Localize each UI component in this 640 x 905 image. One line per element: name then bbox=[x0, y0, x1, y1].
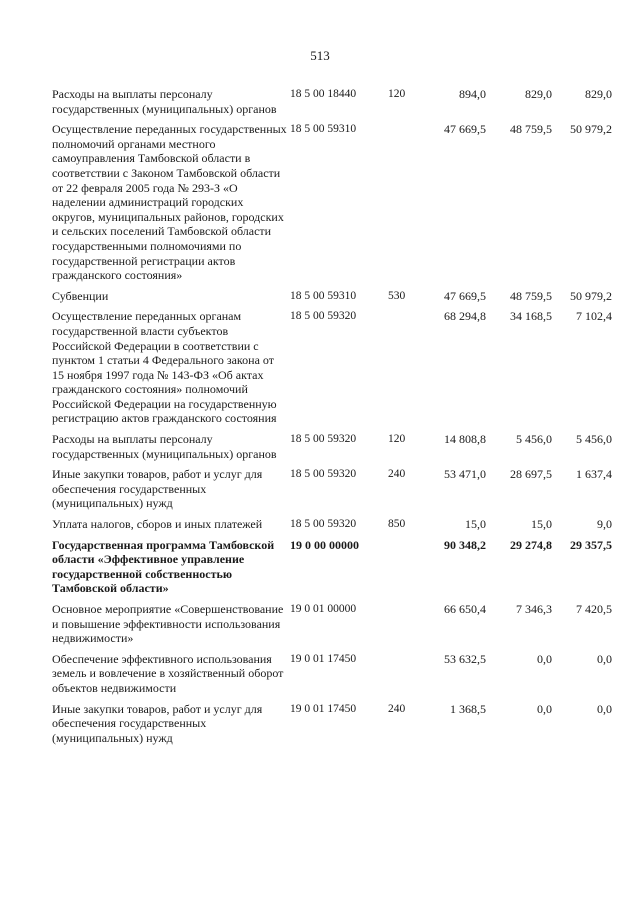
row-code: 18 5 00 59320 bbox=[290, 310, 357, 323]
row-value-3: 7 420,5 bbox=[576, 602, 612, 616]
row-expense-type bbox=[388, 538, 412, 602]
row-expense-type bbox=[388, 309, 412, 432]
row-code: 18 5 00 59310 bbox=[290, 289, 357, 302]
row-value-2: 7 346,3 bbox=[516, 602, 552, 616]
row-value-2: 29 274,8 bbox=[510, 537, 552, 552]
row-expense-type bbox=[388, 602, 412, 652]
row-value-1: 15,0 bbox=[465, 517, 486, 532]
row-value-3: 9,0 bbox=[597, 517, 612, 532]
row-value-2: 0,0 bbox=[537, 651, 552, 666]
row-value-2: 5 456,0 bbox=[516, 432, 552, 447]
row-value-3: 829,0 bbox=[585, 87, 612, 101]
row-code: 18 5 00 59320 bbox=[290, 468, 357, 481]
budget-table bbox=[52, 87, 612, 751]
row-name: Обеспечение эффективного использования земель и вовлечение в хозяйственный оборот объектов недвижимости bbox=[52, 651, 284, 695]
row-code: 18 5 00 18440 bbox=[290, 88, 357, 100]
row-name: Основное мероприятие «Совершенствование и повышение эффективности использования недвижимости» bbox=[52, 602, 284, 646]
table-row bbox=[52, 652, 612, 702]
row-expense-type bbox=[388, 652, 412, 702]
row-value-2: 829,0 bbox=[525, 87, 552, 101]
row-code: 18 5 00 59320 bbox=[290, 433, 357, 446]
row-expense-type: 850 bbox=[388, 518, 406, 531]
row-value-3: 1 637,4 bbox=[576, 467, 612, 482]
row-code: 19 0 01 17450 bbox=[290, 702, 357, 715]
row-code: 19 0 01 17450 bbox=[290, 652, 357, 665]
row-value-3: 0,0 bbox=[597, 701, 612, 716]
row-value-2: 34 168,5 bbox=[510, 309, 552, 324]
table-row bbox=[52, 289, 612, 310]
row-value-3: 7 102,4 bbox=[576, 309, 612, 324]
row-value-2: 48 759,5 bbox=[510, 288, 552, 303]
table-row bbox=[52, 309, 612, 432]
row-name: Уплата налогов, сборов и иных платежей bbox=[52, 517, 263, 532]
row-code: 18 5 00 59320 bbox=[290, 518, 357, 531]
row-name: Расходы на выплаты персоналу государственных (муниципальных) органов bbox=[52, 87, 277, 116]
row-value-1: 90 348,2 bbox=[444, 537, 486, 552]
table-row bbox=[52, 87, 612, 122]
row-value-3: 50 979,2 bbox=[570, 122, 612, 137]
row-value-1: 66 650,4 bbox=[444, 602, 486, 616]
table-row bbox=[52, 432, 612, 467]
row-value-3: 50 979,2 bbox=[570, 288, 612, 303]
row-expense-type: 120 bbox=[388, 433, 406, 446]
row-expense-type bbox=[388, 122, 412, 289]
row-value-2: 28 697,5 bbox=[510, 467, 552, 482]
row-value-1: 68 294,8 bbox=[444, 309, 486, 324]
row-value-2: 0,0 bbox=[537, 701, 552, 716]
row-expense-type: 240 bbox=[388, 468, 406, 481]
row-name: Осуществление переданных государственных полномочий органами местного самоуправления Тамбовской области в соответствии с Законом Тамбовской области от 22 февраля 2005 года № 293-З «О наделении администраций городских округов, муниципальных районов, городских и сельских поселений Тамбовской области государственными полномочиями по государственной регистрации актов гражданского состояния» bbox=[52, 122, 287, 283]
row-value-1: 14 808,8 bbox=[444, 432, 486, 447]
table-row bbox=[52, 602, 612, 652]
row-name: Иные закупки товаров, работ и услуг для обеспечения государственных (муниципальных) нужд bbox=[52, 701, 263, 745]
row-name: Осуществление переданных органам государственной власти субъектов Российской Федерации в соответствии с пунктом 1 статьи 4 Федерального закона от 15 ноября 1997 года № 143-ФЗ «Об актах гражданского состояния» полномочий Российской Федерации на государственную регистрацию актов гражданского состояния bbox=[52, 309, 277, 426]
row-value-3: 5 456,0 bbox=[576, 432, 612, 447]
row-value-1: 894,0 bbox=[459, 87, 486, 101]
row-expense-type: 530 bbox=[388, 289, 406, 302]
row-code: 19 0 01 00000 bbox=[290, 603, 357, 615]
row-value-2: 48 759,5 bbox=[510, 122, 552, 137]
row-value-3: 29 357,5 bbox=[570, 537, 612, 552]
table-row bbox=[52, 702, 612, 752]
row-value-3: 0,0 bbox=[597, 651, 612, 666]
row-name: Государственная программа Тамбовской области «Эффективное управление государственной собственностью Тамбовской области» bbox=[52, 537, 275, 596]
row-expense-type: 120 bbox=[388, 88, 406, 100]
row-name: Расходы на выплаты персоналу государственных (муниципальных) органов bbox=[52, 432, 277, 461]
page-number: 513 bbox=[310, 48, 330, 63]
row-code: 19 0 00 00000 bbox=[290, 537, 359, 552]
row-expense-type: 240 bbox=[388, 702, 406, 715]
table-row bbox=[52, 517, 612, 538]
row-value-1: 47 669,5 bbox=[444, 122, 486, 137]
row-value-1: 53 632,5 bbox=[444, 651, 486, 666]
row-value-1: 53 471,0 bbox=[444, 467, 486, 482]
table-row bbox=[52, 122, 612, 289]
row-name: Иные закупки товаров, работ и услуг для обеспечения государственных (муниципальных) нужд bbox=[52, 467, 263, 511]
row-value-1: 47 669,5 bbox=[444, 288, 486, 303]
row-value-2: 15,0 bbox=[531, 517, 552, 532]
row-code: 18 5 00 59310 bbox=[290, 123, 357, 136]
row-name: Субвенции bbox=[52, 288, 109, 303]
table-row-program bbox=[52, 538, 612, 602]
row-value-1: 1 368,5 bbox=[450, 701, 486, 716]
table-row bbox=[52, 467, 612, 517]
